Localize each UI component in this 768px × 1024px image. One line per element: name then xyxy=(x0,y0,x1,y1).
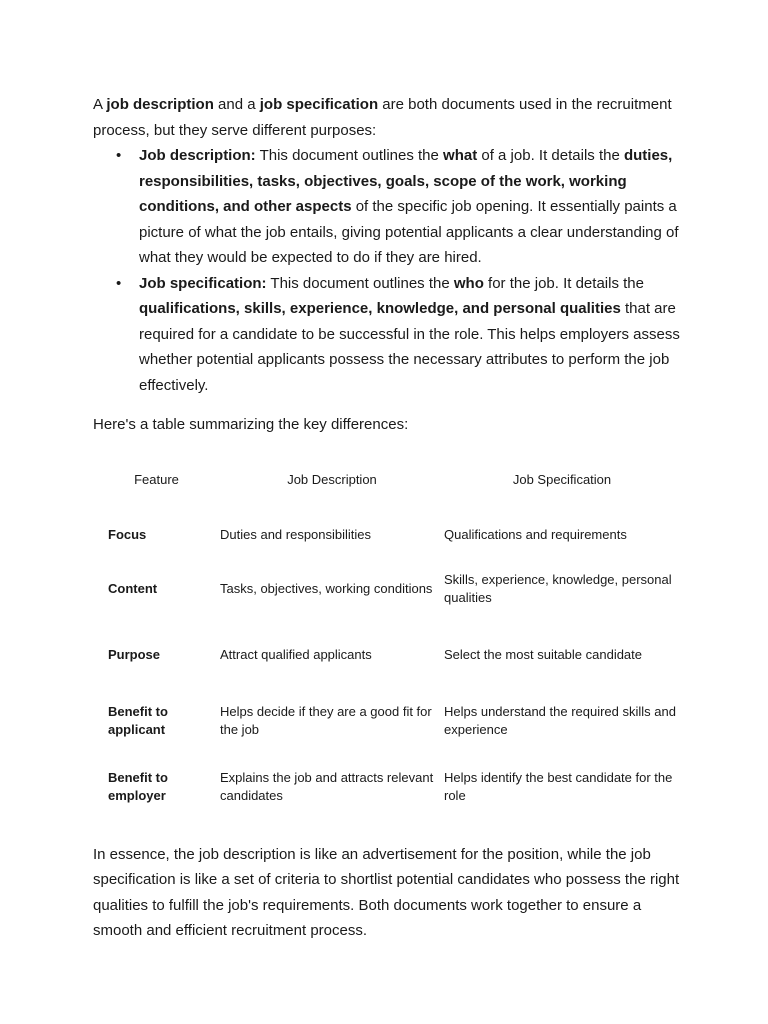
row-job-specification: Skills, experience, knowledge, personal qualities xyxy=(444,571,672,605)
bullet-text: that are required for a candidate to be successful in the role. This helps employers assess whether potential applicants possess the necessary attributes to perform the job effectively. xyxy=(139,300,680,394)
row-job-specification: Qualifications and requirements xyxy=(444,526,627,542)
document-page xyxy=(93,92,683,944)
list-item-job-specification xyxy=(116,271,683,399)
bullet-glyph: • xyxy=(116,147,122,164)
row-job-description: Helps decide if they are a good fit for the job xyxy=(220,703,432,737)
intro-paragraph xyxy=(93,92,683,143)
differences-table xyxy=(93,466,680,820)
row-job-specification: Select the most suitable candidate xyxy=(444,646,643,662)
table-row xyxy=(93,622,680,688)
bullet-glyph: • xyxy=(116,274,122,292)
intro-text-3: are both documents used in the recruitment process, but they serve different purposes: xyxy=(93,96,672,139)
row-job-description: Tasks, objectives, working conditions xyxy=(220,580,433,596)
row-feature: Content xyxy=(108,580,158,596)
bullet-text: of the specific job opening. It essentially paints a picture of what the job entails, giving potential applicants a clear understanding of what they would be expected to do if they are hired. xyxy=(139,198,679,266)
row-feature: Focus xyxy=(108,526,147,542)
row-feature: Benefit to employer xyxy=(108,769,168,803)
essence-paragraph: In essence, the job description is like an advertisement for the position, while the job specification is like a set of criteria to shortlist potential candidates who possess the right qualities to fulfill the job's requirements. Both documents work together to ensure a smooth and efficient recruitment process. xyxy=(93,845,680,939)
table-row xyxy=(93,556,680,622)
table-row xyxy=(93,754,680,820)
row-job-description: Explains the job and attracts relevant candidates xyxy=(220,769,434,803)
table-row xyxy=(93,494,680,556)
definition-list xyxy=(93,143,683,398)
intro-text-2: and a xyxy=(213,96,260,113)
bullet-text: This document outlines the xyxy=(255,147,444,164)
bullet-emphasis: qualifications, skills, experience, knowledge, and personal qualities xyxy=(139,300,621,317)
row-feature: Benefit to applicant xyxy=(108,703,168,737)
row-job-specification: Helps identify the best candidate for the role xyxy=(444,769,673,803)
bullet-text: This document outlines the xyxy=(266,274,454,292)
table-row xyxy=(93,688,680,754)
row-job-description: Duties and responsibilities xyxy=(220,526,372,542)
intro-term-job-description: job description xyxy=(106,96,214,113)
bullet-text: for the job. It details the xyxy=(483,274,644,292)
bullet-label: Job specification: xyxy=(139,274,267,292)
table-intro-paragraph: Here's a table summarizing the key differences: xyxy=(93,416,409,433)
row-feature: Purpose xyxy=(108,646,161,662)
bullet-emphasis: duties, responsibilities, tasks, objectives, goals, scope of the work, working conditions, and other aspects xyxy=(139,147,673,215)
header-job-specification: Job Specification xyxy=(512,471,612,487)
list-item-job-description xyxy=(116,143,683,271)
row-job-description: Attract qualified applicants xyxy=(220,646,372,662)
table-header-row xyxy=(93,466,680,494)
intro-text-1: A xyxy=(93,96,107,113)
header-feature: Feature xyxy=(134,471,179,487)
bullet-emphasis: what xyxy=(443,147,478,164)
header-job-description: Job Description xyxy=(287,471,377,487)
row-job-specification: Helps understand the required skills and experience xyxy=(444,703,676,737)
intro-term-job-specification: job specification xyxy=(259,96,379,113)
bullet-label: Job description: xyxy=(139,147,256,164)
bullet-text: of a job. It details the xyxy=(477,147,624,164)
bullet-emphasis: who xyxy=(453,274,484,292)
